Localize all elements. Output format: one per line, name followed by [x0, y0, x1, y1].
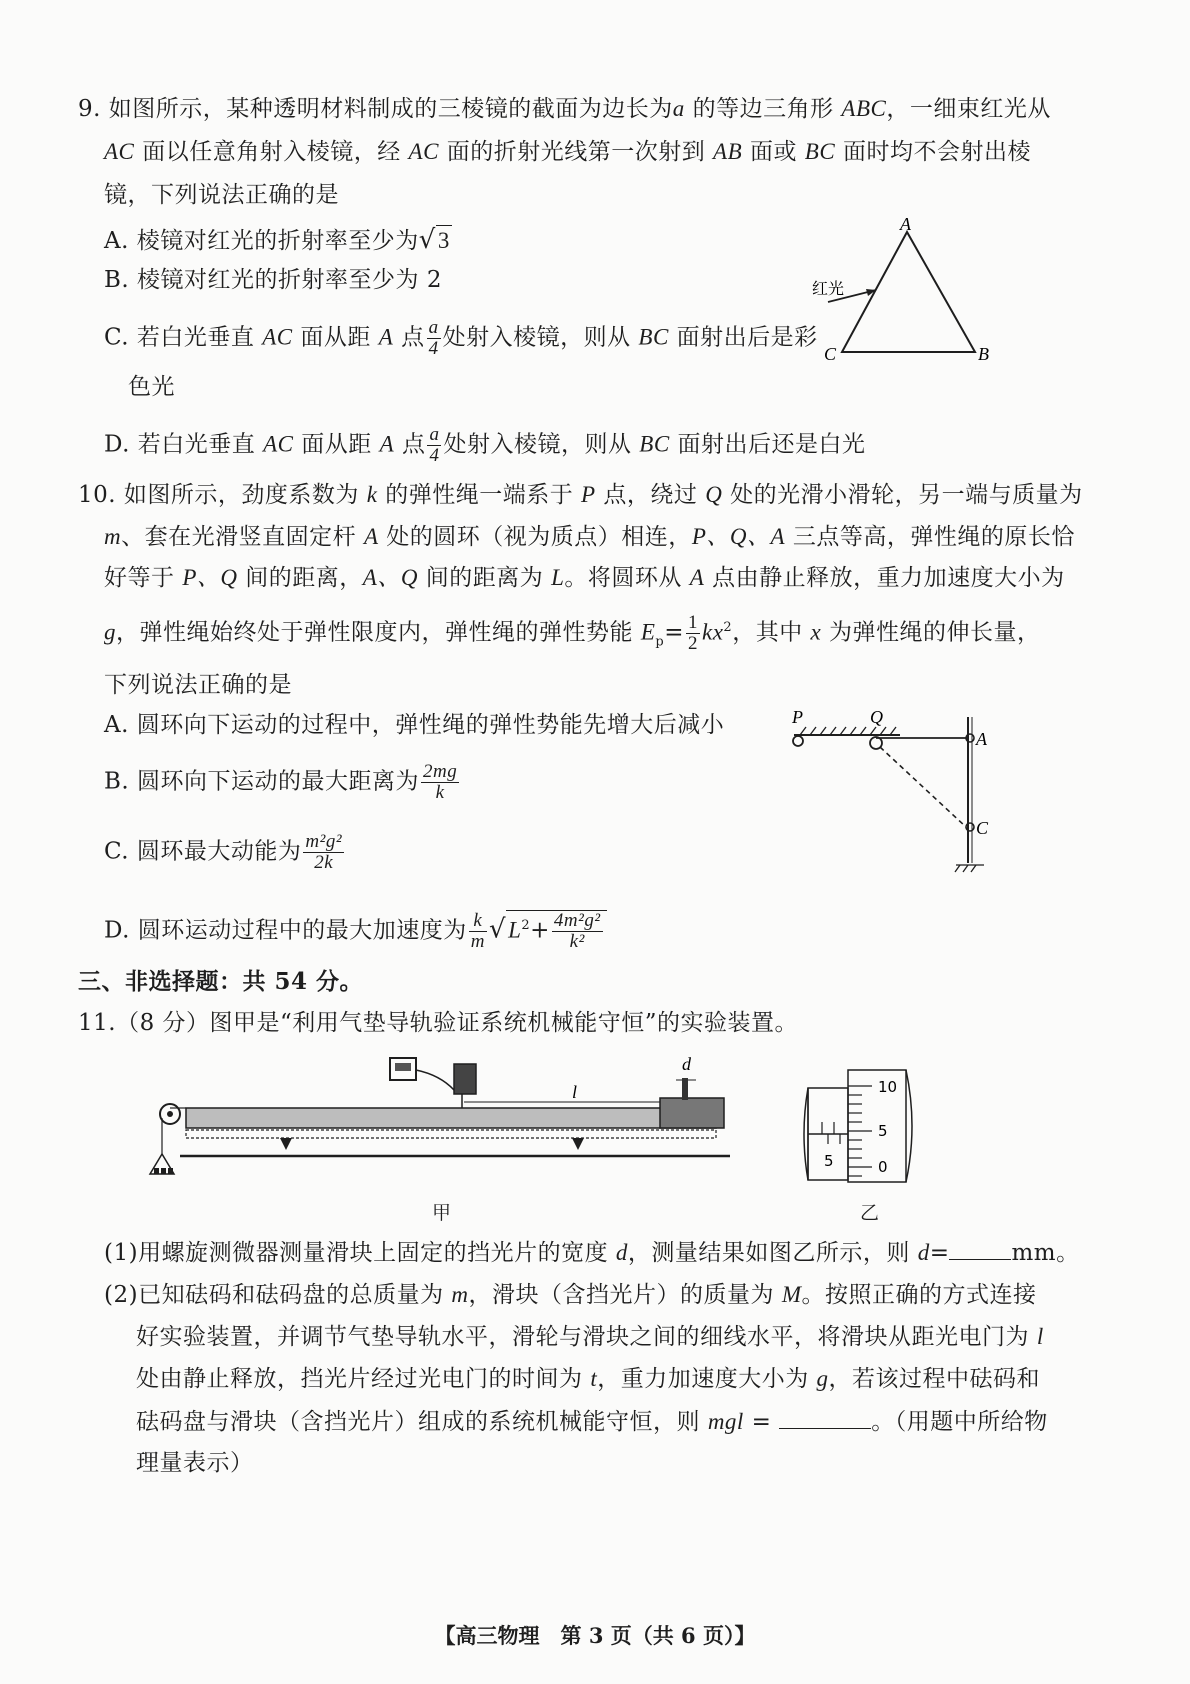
point-p-pin: [793, 736, 803, 746]
q10-option-a: A. 圆环向下运动的过程中，弹性绳的弹性势能先增大后减小: [104, 712, 725, 738]
vertex-a-label: A: [900, 214, 911, 234]
label-a: A: [976, 729, 987, 749]
main-scale-label: 5: [824, 1152, 834, 1170]
scale-0: 0: [878, 1158, 888, 1176]
timer-screen: [395, 1063, 411, 1071]
vertex-c-label: C: [824, 344, 837, 364]
q10-line2: m、套在光滑竖直固定杆 A 处的圆环（视为质点）相连，P、Q、A 三点等高，弹性绳的原长恰: [104, 524, 1075, 550]
q11-part2-line5: 理量表示）: [136, 1450, 254, 1476]
q11-part2-line2: 好实验装置，并调节气垫导轨水平，滑轮与滑块之间的细线水平，将滑块从距光电门为 l: [136, 1324, 1044, 1350]
q10-line1: 10. 如图所示，劲度系数为 k 的弹性绳一端系于 P 点，绕过 Q 处的光滑小滑轮，另一端与质量为: [78, 482, 1083, 508]
q10-line4: g，弹性绳始终处于弹性限度内，弹性绳的弹性势能 $E_p=$ $\frac{1}{2}$ $kx^2$，其中 x 为弹性绳的伸长量，: [104, 612, 1041, 655]
slider-block: [660, 1098, 724, 1128]
l-label: l: [572, 1082, 578, 1102]
d-label: d: [682, 1054, 691, 1074]
q10-line5: 下列说法正确的是: [104, 672, 292, 698]
q9-option-b: B. 棱镜对红光的折射率至少为 2: [104, 267, 442, 293]
q9-line1: 9. 如图所示，某种透明材料制成的三棱镜的截面为边长为a 的等边三角形 ABC，一细束红光从: [78, 96, 1051, 122]
prism-triangle: [842, 232, 975, 352]
page-footer: 【高三物理 第 3 页（共 6 页）】: [434, 1623, 756, 1648]
figure-jia-caption: 甲: [432, 1202, 452, 1224]
rail-holes: [186, 1130, 716, 1138]
q9-option-d: D. 若白光垂直 AC 面从距 A 点 $\frac{a}{4}$ 处射入棱镜，则从 BC 面射出后还是白光: [104, 424, 866, 466]
red-light-label: 红光: [812, 279, 845, 298]
vertex-b-label: B: [978, 344, 989, 364]
prism-diagram: [800, 212, 1010, 372]
scale-10: 10: [878, 1078, 898, 1096]
answer-blank-energy[interactable]: [779, 1406, 871, 1429]
q11-part2-line3: 处由静止释放，挡光片经过光电门的时间为 t，重力加速度大小为 g，若该过程中砝码和: [136, 1366, 1041, 1392]
q9-line2: AC 面以任意角射入棱镜，经 AC 面的折射光线第一次射到 AB 面或 BC 面时均不会射出棱: [104, 139, 1031, 165]
figure-yi-caption: 乙: [860, 1202, 880, 1224]
section-3-heading: 三、非选择题：共 54 分。: [78, 968, 364, 995]
label-q: Q: [870, 707, 883, 727]
answer-blank-d[interactable]: [949, 1237, 1011, 1260]
air-track-rail: [186, 1108, 716, 1128]
q10-line3: 好等于 P、Q 间的距离，A、Q 间的距离为 L。将圆环从 A 点由静止释放，重力加速度大小为: [104, 565, 1065, 591]
q9-option-c-cont: 色光: [128, 374, 175, 400]
q9-option-c: C. 若白光垂直 AC 面从距 A 点 $\frac{a}{4}$ 处射入棱镜，则从 BC 面射出后是彩: [104, 317, 818, 359]
support-right: [572, 1138, 584, 1150]
label-c: C: [976, 818, 989, 838]
q11-part2-line1: (2)已知砝码和砝码盘的总质量为 m，滑块（含挡光片）的质量为 M。按照正确的方式连接: [104, 1282, 1037, 1308]
q9-line3: 镜，下列说法正确的是: [104, 182, 339, 208]
photogate: [454, 1064, 476, 1094]
q11-part2-line4: 砝码盘与滑块（含挡光片）组成的系统机械能守恒，则 mgl = 。（用题中所给物: [136, 1406, 1048, 1437]
air-track-apparatus: [140, 1050, 740, 1190]
label-p: P: [792, 707, 803, 727]
q11-part1: (1)用螺旋测微器测量滑块上固定的挡光片的宽度 d，测量结果如图乙所示，则 d= mm。: [104, 1237, 1080, 1268]
rope-dashed: [880, 747, 966, 827]
light-blocking-plate: [682, 1078, 688, 1100]
q10-option-d: D. 圆环运动过程中的最大加速度为 $\frac{k}{m}$ $√L^2+$ $\frac{\text{4m²g²}}{\text{k²}}$: [104, 910, 607, 952]
support-left: [280, 1138, 292, 1150]
thimble: [848, 1070, 906, 1182]
timer-wire: [416, 1070, 454, 1090]
scale-5: 5: [878, 1122, 888, 1140]
q9-option-a: A. 棱镜对红光的折射率至少为√3: [104, 225, 450, 255]
q11-line1: 11.（8 分）图甲是“利用气垫导轨验证系统机械能守恒”的实验装置。: [78, 1010, 799, 1036]
micrometer-diagram: [800, 1062, 920, 1192]
q10-option-b: B. 圆环向下运动的最大距离为 $\frac{2mg}{k}$: [104, 761, 458, 803]
spring-rod-diagram: [780, 705, 1000, 885]
q10-option-c: C. 圆环最大动能为 $\frac{\text{m²g²}}{2k}$: [104, 831, 343, 873]
